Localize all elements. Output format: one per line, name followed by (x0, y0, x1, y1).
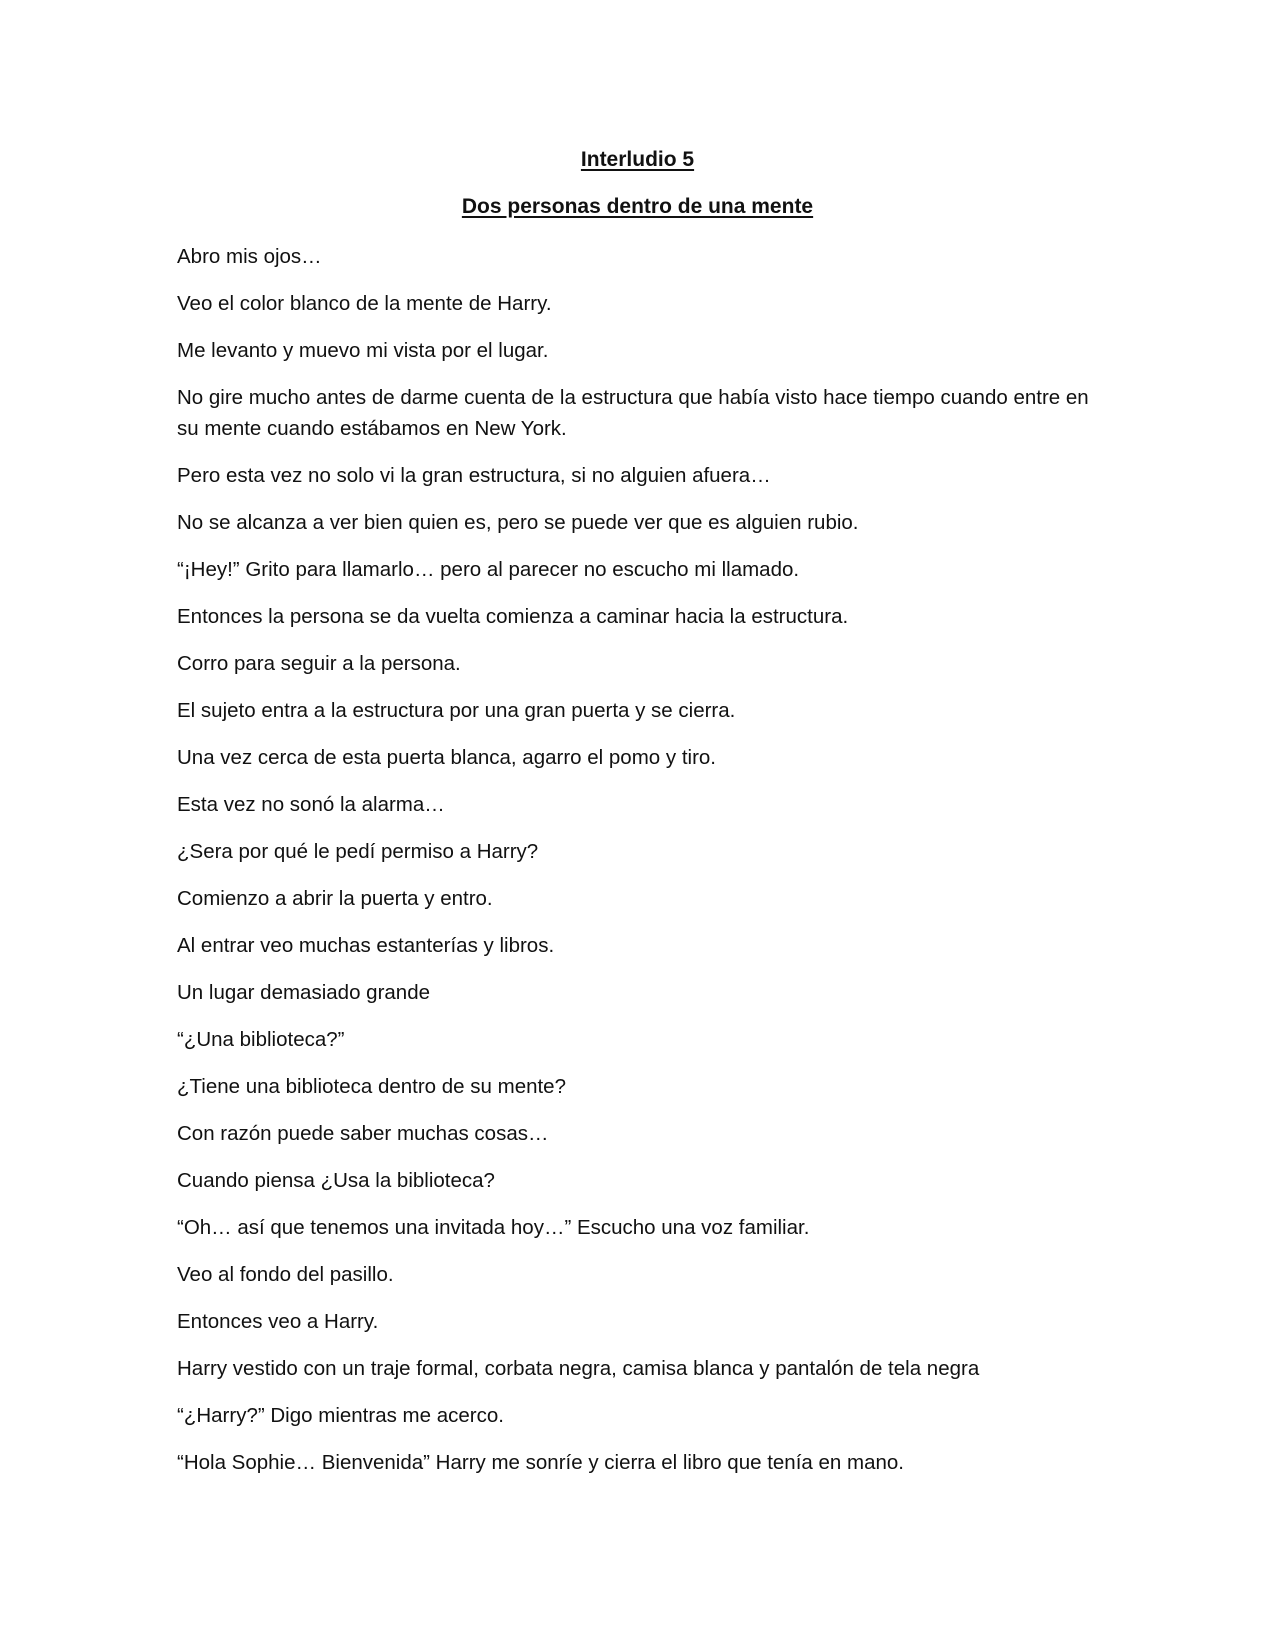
paragraph: “¿Harry?” Digo mientras me acerco. (177, 1404, 504, 1427)
paragraph: El sujeto entra a la estructura por una gran puerta y se cierra. (177, 699, 736, 722)
document-body (177, 241, 1107, 1494)
paragraph: Entonces la persona se da vuelta comienza a caminar hacia la estructura. (177, 605, 849, 628)
chapter-title: Interludio 5 (580, 148, 695, 171)
paragraph: No gire mucho antes de darme cuenta de la estructura que había visto hace tiempo cuando entre en su mente cuando estábamos en New York. (177, 386, 1089, 440)
paragraph: ¿Tiene una biblioteca dentro de su mente? (177, 1075, 566, 1098)
paragraph: “¡Hey!” Grito para llamarlo… pero al parecer no escucho mi llamado. (177, 558, 800, 581)
paragraph: Entonces veo a Harry. (177, 1310, 379, 1333)
chapter-subtitle: Dos personas dentro de una mente (461, 195, 814, 218)
paragraph: Corro para seguir a la persona. (177, 652, 461, 675)
paragraph: Esta vez no sonó la alarma… (177, 793, 445, 816)
paragraph: Al entrar veo muchas estanterías y libros. (177, 934, 555, 957)
paragraph: Con razón puede saber muchas cosas… (177, 1122, 549, 1145)
paragraph: No se alcanza a ver bien quien es, pero se puede ver que es alguien rubio. (177, 511, 859, 534)
paragraph: Veo el color blanco de la mente de Harry. (177, 292, 552, 315)
paragraph: Comienzo a abrir la puerta y entro. (177, 887, 493, 910)
paragraph: ¿Sera por qué le pedí permiso a Harry? (177, 840, 539, 863)
paragraph: Me levanto y muevo mi vista por el lugar. (177, 339, 549, 362)
paragraph: Veo al fondo del pasillo. (177, 1263, 394, 1286)
paragraph: Harry vestido con un traje formal, corbata negra, camisa blanca y pantalón de tela negra (177, 1357, 980, 1380)
paragraph: Cuando piensa ¿Usa la biblioteca? (177, 1169, 495, 1192)
paragraph: “¿Una biblioteca?” (177, 1028, 345, 1051)
paragraph: Un lugar demasiado grande (177, 981, 430, 1004)
paragraph: Pero esta vez no solo vi la gran estructura, si no alguien afuera… (177, 464, 771, 487)
paragraph: “Oh… así que tenemos una invitada hoy…” Escucho una voz familiar. (177, 1216, 810, 1239)
paragraph: Abro mis ojos… (177, 245, 322, 268)
paragraph: Una vez cerca de esta puerta blanca, agarro el pomo y tiro. (177, 746, 716, 769)
paragraph: “Hola Sophie… Bienvenida” Harry me sonríe y cierra el libro que tenía en mano. (177, 1451, 904, 1474)
